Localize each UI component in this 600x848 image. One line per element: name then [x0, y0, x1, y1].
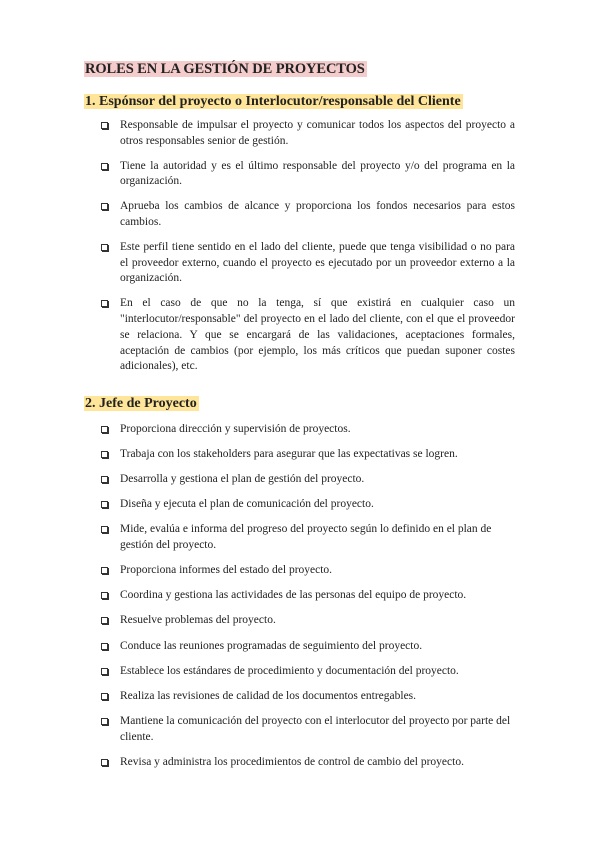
square-bullet-icon	[101, 122, 108, 129]
document-title-text: ROLES EN LA GESTIÓN DE PROYECTOS	[85, 61, 365, 77]
list-item-text: Este perfil tiene sentido en el lado del cliente, puede que tenga visibilidad o no para el proveedor externo, cuando el proyecto es ejecutado por un proveedor externo a la organización.	[120, 240, 515, 285]
list-item-text: Mantiene la comunicación del proyecto con el interlocutor del proyecto por parte del cliente.	[120, 714, 511, 743]
list-item-text: En el caso de que no la tenga, sí que existirá en cualquier caso un "interlocutor/responsable" del proyecto en el lado del cliente, con el que el proveedor se relaciona. Y que se encargará de las validaciones, aceptaciones formales, aceptación de cambios (por ejemplo, los más críticos que puedan suponer costes adicionales), etc.	[120, 297, 515, 373]
section-heading-sponsor-text: 1. Espónsor del proyecto o Interlocutor/responsable del Cliente	[85, 94, 461, 109]
list-item-text: Revisa y administra los procedimientos de control de cambio del proyecto.	[120, 755, 464, 768]
list-item-text: Establece los estándares de procedimiento y documentación del proyecto.	[120, 664, 459, 677]
list-item-text: Conduce las reuniones programadas de seguimiento del proyecto.	[120, 639, 423, 652]
square-bullet-icon	[101, 426, 108, 433]
document-title	[84, 61, 367, 78]
list-item	[101, 522, 515, 554]
list-item	[101, 755, 515, 771]
list-item-text: Resuelve problemas del proyecto.	[120, 614, 276, 627]
list-item-text: Aprueba los cambios de alcance y proporciona los fondos necesarios para estos cambios.	[120, 200, 515, 228]
square-bullet-icon	[101, 476, 108, 483]
project-manager-responsibilities-list	[101, 422, 515, 780]
list-item	[101, 588, 515, 604]
square-bullet-icon	[101, 300, 108, 307]
list-item-text: Proporciona informes del estado del proyecto.	[120, 564, 333, 577]
section-heading-project-manager	[84, 395, 199, 412]
list-item	[101, 240, 515, 287]
square-bullet-icon	[101, 526, 108, 533]
square-bullet-icon	[101, 693, 108, 700]
list-item	[101, 447, 515, 463]
square-bullet-icon	[101, 244, 108, 251]
list-item-text: Coordina y gestiona las actividades de las personas del equipo de proyecto.	[120, 589, 467, 602]
list-item	[101, 472, 515, 488]
square-bullet-icon	[101, 163, 108, 170]
list-item	[101, 296, 515, 375]
list-item	[101, 159, 515, 191]
square-bullet-icon	[101, 501, 108, 508]
list-item	[101, 639, 515, 655]
list-item	[101, 714, 515, 746]
list-item	[101, 118, 515, 150]
list-item-text: Tiene la autoridad y es el último responsable del proyecto y/o del programa en la organización.	[120, 159, 515, 188]
list-item-text: Desarrolla y gestiona el plan de gestión del proyecto.	[120, 473, 365, 486]
list-item-text: Trabaja con los stakeholders para asegurar que las expectativas se logren.	[120, 448, 458, 461]
square-bullet-icon	[101, 203, 108, 210]
square-bullet-icon	[101, 451, 108, 458]
list-item-text: Realiza las revisiones de calidad de los documentos entregables.	[120, 689, 417, 702]
list-item	[101, 613, 515, 629]
square-bullet-icon	[101, 592, 108, 599]
list-item	[101, 199, 515, 231]
section-heading-sponsor	[84, 93, 463, 110]
list-item-text: Responsable de impulsar el proyecto y comunicar todos los aspectos del proyecto a otros responsables senior de gestión.	[120, 119, 515, 147]
square-bullet-icon	[101, 617, 108, 624]
section-heading-project-manager-text: 2. Jefe de Proyecto	[85, 396, 197, 411]
list-item-text: Mide, evalúa e informa del progreso del proyecto según lo definido en el plan de gestión del proyecto.	[120, 523, 492, 552]
square-bullet-icon	[101, 759, 108, 766]
list-item	[101, 497, 515, 513]
list-item	[101, 422, 515, 438]
square-bullet-icon	[101, 718, 108, 725]
list-item	[101, 563, 515, 579]
list-item-text: Proporciona dirección y supervisión de proyectos.	[120, 423, 351, 435]
square-bullet-icon	[101, 668, 108, 675]
sponsor-responsibilities-list	[101, 118, 515, 384]
list-item	[101, 664, 515, 680]
square-bullet-icon	[101, 567, 108, 574]
list-item-text: Diseña y ejecuta el plan de comunicación del proyecto.	[120, 498, 374, 511]
list-item	[101, 689, 515, 705]
square-bullet-icon	[101, 643, 108, 650]
